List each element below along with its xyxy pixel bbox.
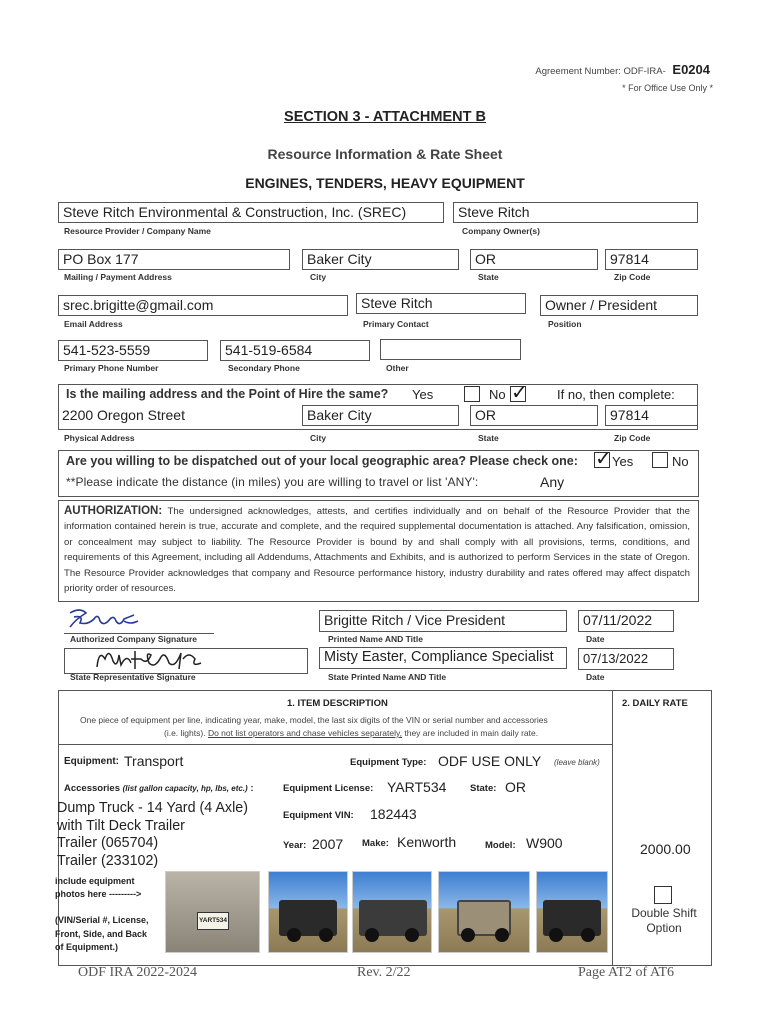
wheel-icon xyxy=(319,928,333,942)
year-value[interactable]: 2007 xyxy=(312,836,344,852)
secondary-phone-label: Secondary Phone xyxy=(228,363,300,373)
email-label: Email Address xyxy=(64,319,123,329)
other-phone-field[interactable] xyxy=(380,339,521,360)
item-instructions: One piece of equipment per line, indicating year, make, model, the last six digits of the VIN or serial number and accessories xyxy=(80,715,548,725)
wheel-icon xyxy=(365,928,379,942)
daily-rate-value[interactable]: 2000.00 xyxy=(640,841,691,857)
model-value[interactable]: W900 xyxy=(526,835,563,851)
primary-contact-field[interactable]: Steve Ritch xyxy=(356,293,526,314)
description-line: Dump Truck - 14 Yard (4 Axle) xyxy=(57,800,248,816)
footer-form-id: ODF IRA 2022-2024 xyxy=(78,965,198,980)
photo-truck-side xyxy=(352,871,432,953)
photos-hint xyxy=(55,914,149,955)
photo-truck-back xyxy=(438,871,530,953)
state-printed-name-label: State Printed Name AND Title xyxy=(328,672,447,682)
company-printed-name-label: Printed Name AND Title xyxy=(328,634,423,644)
company-signature[interactable] xyxy=(64,607,214,634)
agreement-value: E0204 xyxy=(672,62,710,77)
distance-value[interactable]: Any xyxy=(540,474,565,490)
company-printed-name-field[interactable]: Brigitte Ritch / Vice President xyxy=(319,610,567,632)
wheel-icon xyxy=(405,928,419,942)
company-signature-label: Authorized Company Signature xyxy=(70,634,198,644)
photo-truck-trailer xyxy=(536,871,608,953)
license-value[interactable]: YART534 xyxy=(387,779,447,795)
hire-question: Is the mailing address and the Point of Hire the same? xyxy=(66,387,389,401)
mailing-address-field[interactable]: PO Box 177 xyxy=(58,249,290,270)
other-phone-label: Other xyxy=(386,363,409,373)
hire-yes-label: Yes xyxy=(412,387,434,402)
photos-hint-line: Front, Side, and Back xyxy=(55,928,148,939)
distance-question: **Please indicate the distance (in miles) you are willing to travel or list 'ANY': xyxy=(66,475,479,489)
hire-no-label: No xyxy=(489,387,506,402)
authorization-text xyxy=(64,504,690,596)
company-owner-field[interactable]: Steve Ritch xyxy=(453,202,698,223)
state-date-field[interactable]: 07/13/2022 xyxy=(578,648,674,670)
company-date-field[interactable]: 07/11/2022 xyxy=(578,610,674,632)
agreement-number xyxy=(535,62,710,77)
hire-zip-label: Zip Code xyxy=(614,433,651,443)
rate-divider xyxy=(612,690,613,966)
license-state-label: State: xyxy=(470,783,497,794)
company-date-label: Date xyxy=(586,634,605,644)
equipment-label: Equipment: xyxy=(64,756,119,767)
wheel-icon xyxy=(461,928,475,942)
double-shift-label xyxy=(624,906,704,936)
instructions-included: they are included in main daily rate. xyxy=(404,728,539,738)
wheel-icon xyxy=(495,928,509,942)
photo-truck-front xyxy=(268,871,348,953)
dispatch-no-label: No xyxy=(672,454,689,469)
hire-city-field[interactable]: Baker City xyxy=(302,405,459,426)
company-name-label: Resource Provider / Company Name xyxy=(64,226,211,236)
photos-label-line: photos here ---------> xyxy=(55,889,142,899)
authorization-body: The undersigned acknowledges, attests, and certifies individually and on behalf of the Resource Provider that the information contained herein is true, accurate and complete, and the required supplemental documentation is attached. Any falsification, omission, or concealment may subject to liability. The Resource Provider is bound by and shall comply with all provisions, terms, conditions, and requirements of this Agreement, including all Addendums, Attachments and Exhibits, and is authorized to perform Services in the state of Oregon. The Resource Provider acknowledges that company and Resource performance history, industry durability and rates offered may affect dispatch priority order of resources. xyxy=(64,506,690,595)
form-subtitle: Resource Information & Rate Sheet xyxy=(267,146,503,162)
license-label: Equipment License: xyxy=(283,783,374,794)
item-header-divider xyxy=(58,744,612,745)
double-shift-line: Double Shift xyxy=(631,906,697,920)
description-line: with Tilt Deck Trailer xyxy=(57,817,185,834)
photos-hint-line: (VIN/Serial #, License, xyxy=(55,915,149,925)
description-line: Trailer (065704) xyxy=(57,835,159,851)
position-field[interactable]: Owner / President xyxy=(540,295,698,316)
dispatch-yes-label: Yes xyxy=(612,454,634,469)
license-state-value[interactable]: OR xyxy=(505,779,526,795)
year-label: Year: xyxy=(283,840,307,851)
photo-license-plate xyxy=(165,871,260,953)
company-owner-label: Company Owner(s) xyxy=(462,226,540,236)
vin-label: Equipment VIN: xyxy=(283,810,354,821)
equipment-category: ENGINES, TENDERS, HEAVY EQUIPMENT xyxy=(245,175,525,191)
dispatch-question: Are you willing to be dispatched out of your local geographic area? Please check one: xyxy=(66,454,578,468)
email-field[interactable]: srec.brigitte@gmail.com xyxy=(58,295,348,316)
accessories-hint: (list gallon capacity, hp, lbs, etc.) xyxy=(122,784,248,793)
hire-if-no-note: If no, then complete: xyxy=(557,387,675,402)
make-label: Make: xyxy=(362,838,389,849)
description-line: Trailer (233102) xyxy=(57,852,159,869)
double-shift-line: Option xyxy=(646,921,682,935)
state-signature-label: State Representative Signature xyxy=(70,672,196,682)
authorization-heading: AUTHORIZATION: xyxy=(64,505,163,517)
hire-state-field[interactable]: OR xyxy=(470,405,598,426)
item-instructions-2 xyxy=(164,728,538,738)
rate-heading: 2. DAILY RATE xyxy=(622,698,688,709)
state-field[interactable]: OR xyxy=(470,249,598,270)
section-title: SECTION 3 - ATTACHMENT B xyxy=(284,109,486,125)
signature-image xyxy=(64,607,144,633)
state-label: State xyxy=(478,272,499,282)
accessories-label xyxy=(64,783,254,794)
physical-address-label: Physical Address xyxy=(64,433,135,443)
item-heading: 1. ITEM DESCRIPTION xyxy=(287,698,388,709)
primary-contact-label: Primary Contact xyxy=(363,319,429,329)
primary-phone-label: Primary Phone Number xyxy=(64,363,159,373)
dispatch-no-checkbox[interactable] xyxy=(652,452,668,468)
city-label: City xyxy=(310,272,327,282)
model-label: Model: xyxy=(485,840,516,851)
equipment-value[interactable]: Transport xyxy=(124,753,184,769)
state-printed-name-field[interactable]: Misty Easter, Compliance Specialist xyxy=(319,647,567,669)
zip-label: Zip Code xyxy=(614,272,651,282)
hire-zip-field[interactable]: 97814 xyxy=(605,405,698,426)
state-signature[interactable] xyxy=(64,648,308,674)
checkmark-icon: ✓ xyxy=(595,448,612,470)
leave-blank-note: (leave blank) xyxy=(554,758,600,767)
secondary-phone-field[interactable]: 541-519-6584 xyxy=(220,340,370,361)
footer-revision: Rev. 2/22 xyxy=(357,965,411,980)
zip-field[interactable]: 97814 xyxy=(605,249,698,270)
equipment-type-value[interactable]: ODF USE ONLY xyxy=(438,753,542,769)
city-field[interactable]: Baker City xyxy=(302,249,459,270)
state-date-label: Date xyxy=(586,672,605,682)
equipment-description[interactable] xyxy=(57,800,248,870)
physical-address-field[interactable]: 2200 Oregon Street xyxy=(62,407,185,423)
double-shift-checkbox[interactable] xyxy=(654,886,672,904)
accessories-colon: : xyxy=(250,783,254,794)
wheel-icon xyxy=(581,928,595,942)
signature-image xyxy=(91,645,221,675)
photos-hint-line: of Equipment.) xyxy=(55,942,118,952)
office-use-note: * For Office Use Only * xyxy=(622,83,713,93)
primary-phone-field[interactable]: 541-523-5559 xyxy=(58,340,208,361)
wheel-icon xyxy=(287,928,301,942)
equipment-type-label: Equipment Type: xyxy=(350,757,427,768)
company-name-field[interactable]: Steve Ritch Environmental & Construction, Inc. (SREC) xyxy=(58,202,444,223)
instructions-warning: Do not list operators and chase vehicles separately, xyxy=(207,728,402,738)
photos-label-line: include equipment xyxy=(55,876,135,886)
accessories-title: Accessories xyxy=(64,783,120,794)
hire-state-label: State xyxy=(478,433,499,443)
hire-city-label: City xyxy=(310,433,327,443)
wheel-icon xyxy=(549,928,563,942)
checkmark-icon: ✓ xyxy=(511,382,528,404)
instructions-lights: (i.e. lights). xyxy=(164,728,206,738)
agreement-label: Agreement Number: ODF-IRA- xyxy=(535,66,666,77)
footer-page: Page AT2 of AT6 xyxy=(578,965,675,980)
plate-icon: YART534 xyxy=(197,912,229,930)
make-value[interactable]: Kenworth xyxy=(397,834,457,850)
hire-yes-checkbox[interactable] xyxy=(464,386,480,402)
photos-label xyxy=(55,875,141,901)
position-label: Position xyxy=(548,319,582,329)
mailing-address-label: Mailing / Payment Address xyxy=(64,272,172,282)
vin-value[interactable]: 182443 xyxy=(370,806,417,822)
